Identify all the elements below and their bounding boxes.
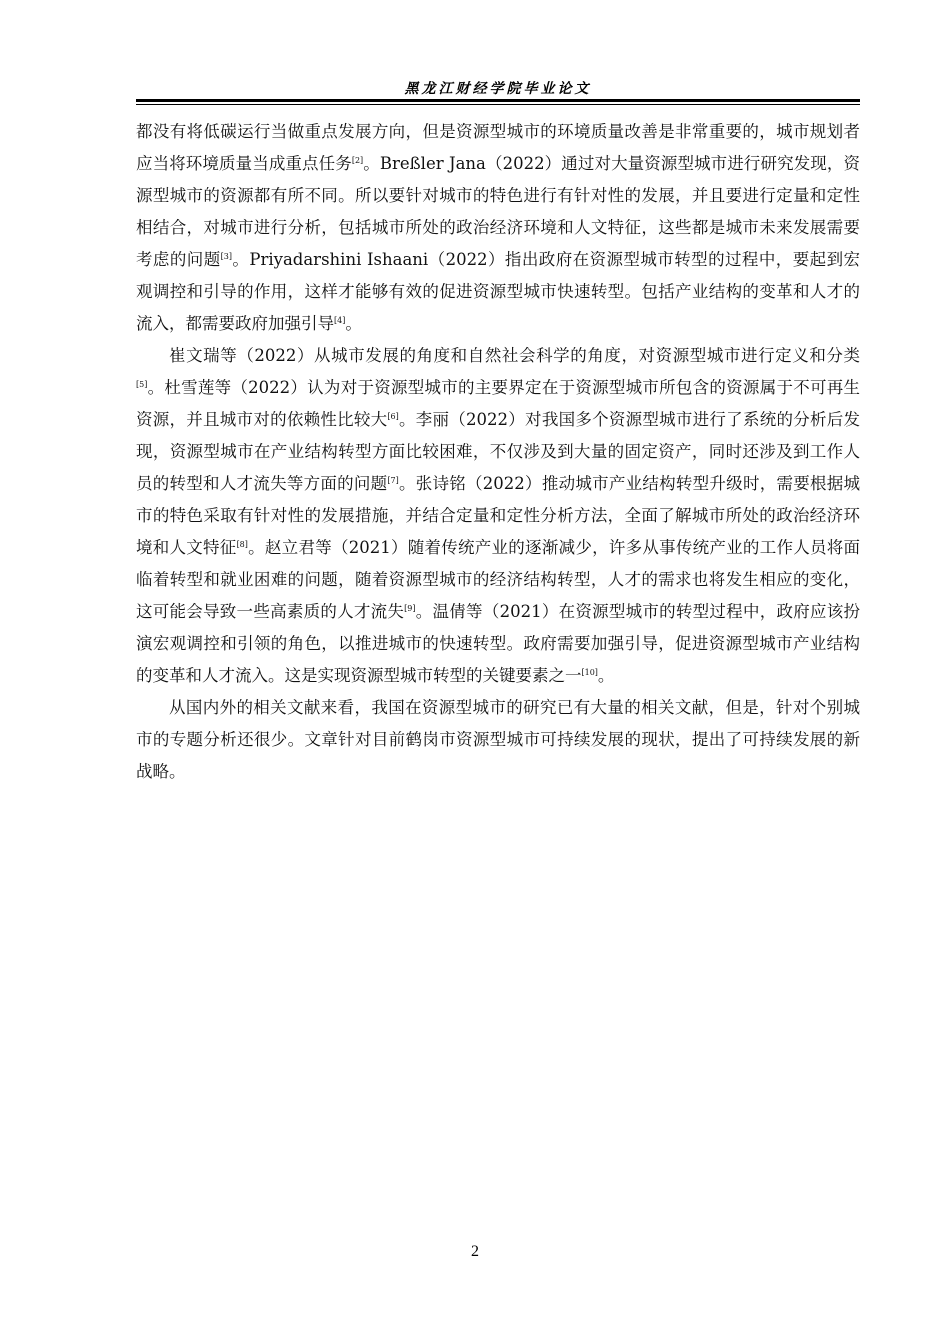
paragraph-text: 都没有将低碳运行当做重点发展方向，但是资源型城市的环境质量改善是非常重要的，城市规划者应当将环境质量当成重点任务 (136, 122, 860, 173)
citation-marker: [6] (387, 412, 399, 421)
paragraph-text: 。赵立君等（2021）随着传统产业的逐渐减少，许多从事传统产业的工作人员将面临着转型和就业困难的问题，随着资源型城市的经济结构转型，人才的需求也将发生相应的变化，这可能会导致一些高素质的人才流失 (136, 538, 860, 621)
paragraph-text: 。温倩等（2021）在资源型城市的转型过程中，政府应该扮演宏观调控和引领的角色，以推进城市的快速转型。政府需要加强引导，促进资源型城市产业结构的变革和人才流入。这是实现资源型城市转型的关键要素之一 (136, 602, 861, 685)
paragraph-text: 。 (597, 666, 615, 685)
paragraph-text: 。杜雪莲等（2022）认为对于资源型城市的主要界定在于资源型城市所包含的资源属于不可再生资源，并且城市对的依赖性比较大 (136, 378, 860, 429)
citation-marker: [7] (387, 476, 399, 485)
paragraph-text: 。李丽（2022）对我国多个资源型城市进行了系统的分析后发现，资源型城市在产业结构转型方面比较困难，不仅涉及到大量的固定资产，同时还涉及到工作人员的转型和人才流失等方面的问题 (136, 410, 860, 493)
paragraph-3 (136, 692, 860, 788)
header-rule-thick (136, 99, 860, 102)
citation-marker: [5] (136, 380, 148, 389)
page-number: 2 (471, 1243, 479, 1260)
citation-marker: [2] (351, 156, 364, 165)
paragraph-text: 。Breßler Jana（2022）通过对大量资源型城市进行研究发现，资源型城市的资源都有所不同。所以要针对城市的特色进行有针对性的发展，并且要进行定量和定性相结合，对城市进行分析，包括城市所处的政治经济环境和人文特征，这些都是城市未来发展需要考虑的问题 (136, 154, 860, 269)
header-title: 黑龙江财经学院毕业论文 (404, 81, 592, 97)
paragraph-text: 从国内外的相关文献来看，我国在资源型城市的研究已有大量的相关文献，但是，针对个别城市的专题分析还很少。文章针对目前鹤岗市资源型城市可持续发展的现状，提出了可持续发展的新战略。 (136, 698, 860, 781)
citation-marker: [3] (220, 252, 232, 261)
paragraph-1 (136, 116, 860, 340)
paragraph-2 (136, 340, 860, 692)
paragraph-text: 。张诗铭（2022）推动城市产业结构转型升级时，需要根据城市的特色采取有针对性的发展措施，并结合定量和定性分析方法，全面了解城市所处的政治经济环境和人文特征 (136, 474, 860, 557)
paragraph-text: 。Priyadarshini Ishaani（2022）指出政府在资源型城市转型的过程中，要起到宏观调控和引导的作用，这样才能够有效的促进资源型城市快速转型。包括产业结构的变革和人才的流入，都需要政府加强引导 (136, 250, 861, 333)
citation-marker: [10] (581, 668, 598, 677)
citation-marker: [9] (404, 604, 416, 613)
header-rule-thin (136, 104, 860, 105)
paragraph-text: 崔文瑞等（2022）从城市发展的角度和自然社会科学的角度，对资源型城市进行定义和分类 (169, 346, 860, 365)
citation-marker: [4] (334, 316, 346, 325)
body-text (136, 116, 860, 788)
paragraph-text: 。 (345, 314, 362, 333)
citation-marker: [8] (236, 540, 248, 549)
